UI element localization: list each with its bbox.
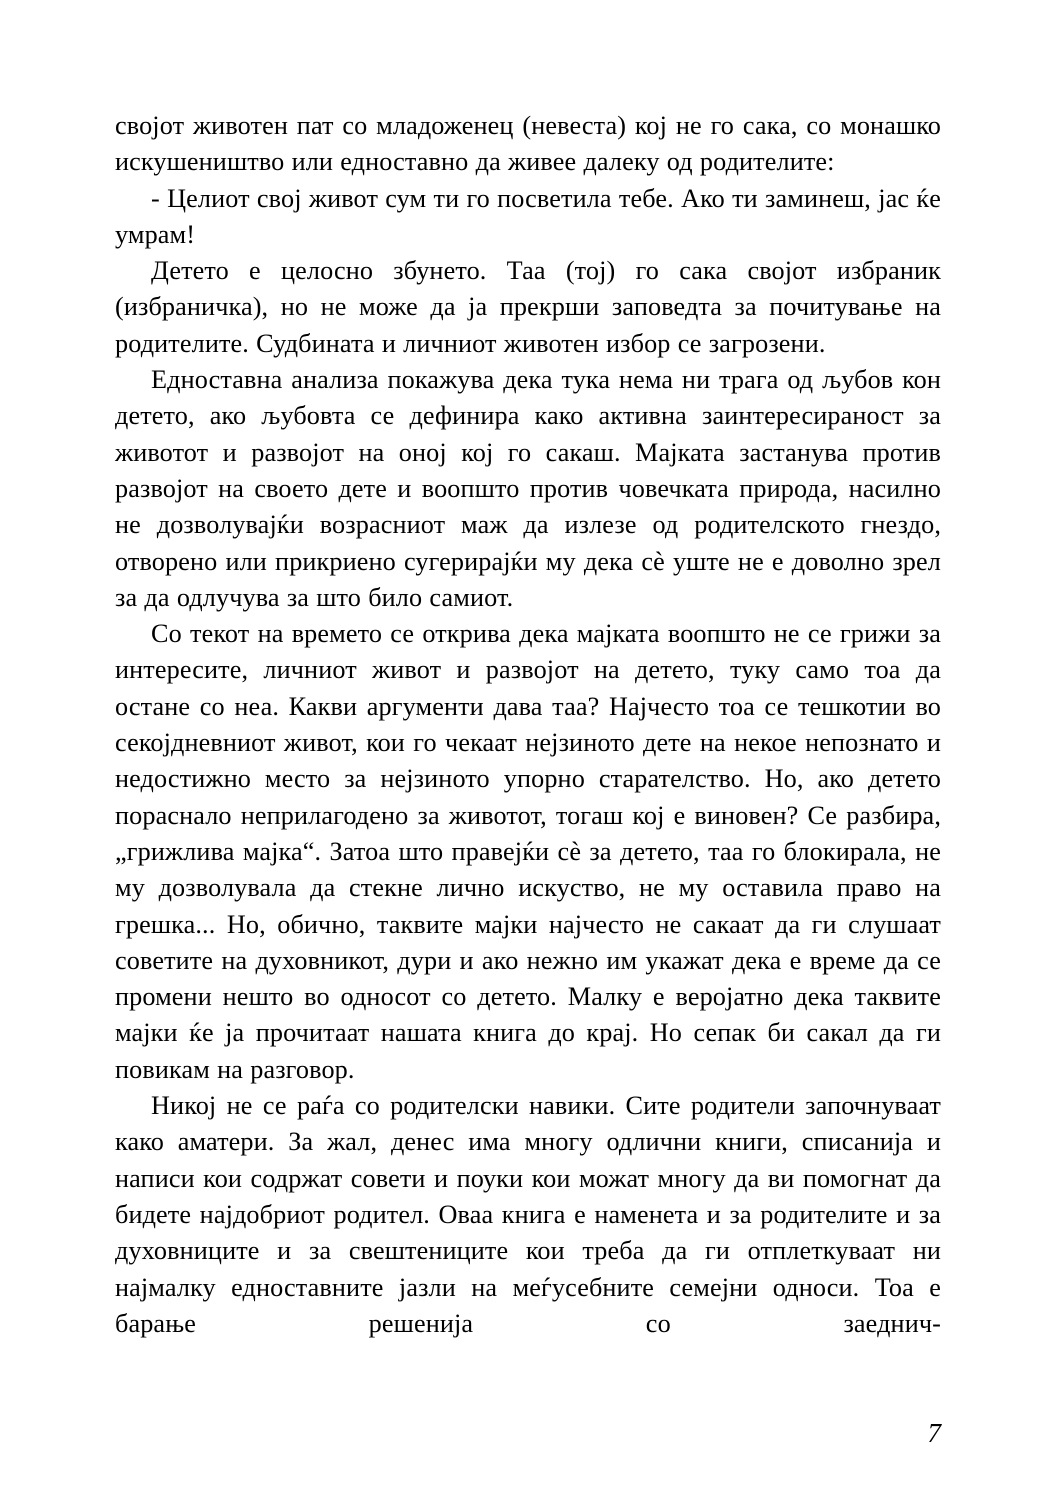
page-text-block (115, 108, 941, 1342)
page-number: 7 (927, 1418, 941, 1448)
paragraph-child-confused: Детето е целосно збунето. Таа (тој) го сака својот избраник (избраничка), но не може да ја прекрши заповедта за почитување на родителите. Судбината и личниот животен избор се загрозени. (115, 256, 941, 358)
paragraph-over-time: Со текот на времето се открива дека мајката воопшто не се грижи за интересите, личниот живот и развојот на детето, туку само тоа да остане со неа. Какви аргументи дава таа? Најчесто тоа се тешкотии во секојдневниот живот, кои го чекаат нејзиното дете на некое непознато и недостижно место за нејзиното упорно старателство. Но, ако детето пораснало неприлагодено за животот, тогаш кој е виновен? Се разбира, „грижлива мајка“. Затоа што правејќи сѐ за детето, таа го блокирала, не му дозволувала да стекне лично искуство, не му оставила право на грешка... Но, обично, таквите мајки најчесто не сакаат да ги слушаат советите на духовникот, дури и ако нежно им укажат дека е време да се промени нешто во односот со детето. Малку е веројатно дека таквите мајки ќе ја прочитаат нашата книга до крај. Но сепак би сакал да ги повикам на разговор. (115, 619, 941, 1084)
paragraph-simple-analysis: Едноставна анализа покажува дека тука нема ни трага од љубов кон детето, ако љубовта се дефинира како активна заинтересираност за животот и развојот на оној кој го сакаш. Мајката застанува против развојот на своето дете и воопшто против човечката природа, насилно не дозволувајќи возрасниот маж да излезе од родителското гнездо, отворено или прикриено сугерирајќи му дека сѐ уште не е доволно зрел за да одлучува за што било самиот. (115, 365, 941, 612)
paragraph-continued-from-previous-page: својот животен пат со младоженец (невеста) кој не го сака, со монашко искушеништво или едноставно да живее далеку од родителите: (115, 111, 941, 177)
paragraph-dialogue-quote: - Целиот свој живот сум ти го посветила тебе. Ако ти заминеш, јас ќе умрам! (115, 183, 941, 249)
paragraph-nobody-born-with-parenting-habits: Никој не се раѓа со родителски навики. Сите родители започнуваат како аматери. За жал, денес има многу одлични книги, списанија и написи кои содржат совети и поуки кои можат многу да ви помогнат да бидете најдобриот родител. Оваа книга е наменета и за родителите и за духовниците и за свештениците кои треба да ги отплеткуваат ни најмалку едноставните јазли на меѓусебните семејни односи. Тоа е барање решенија со заеднич- (115, 1091, 941, 1338)
